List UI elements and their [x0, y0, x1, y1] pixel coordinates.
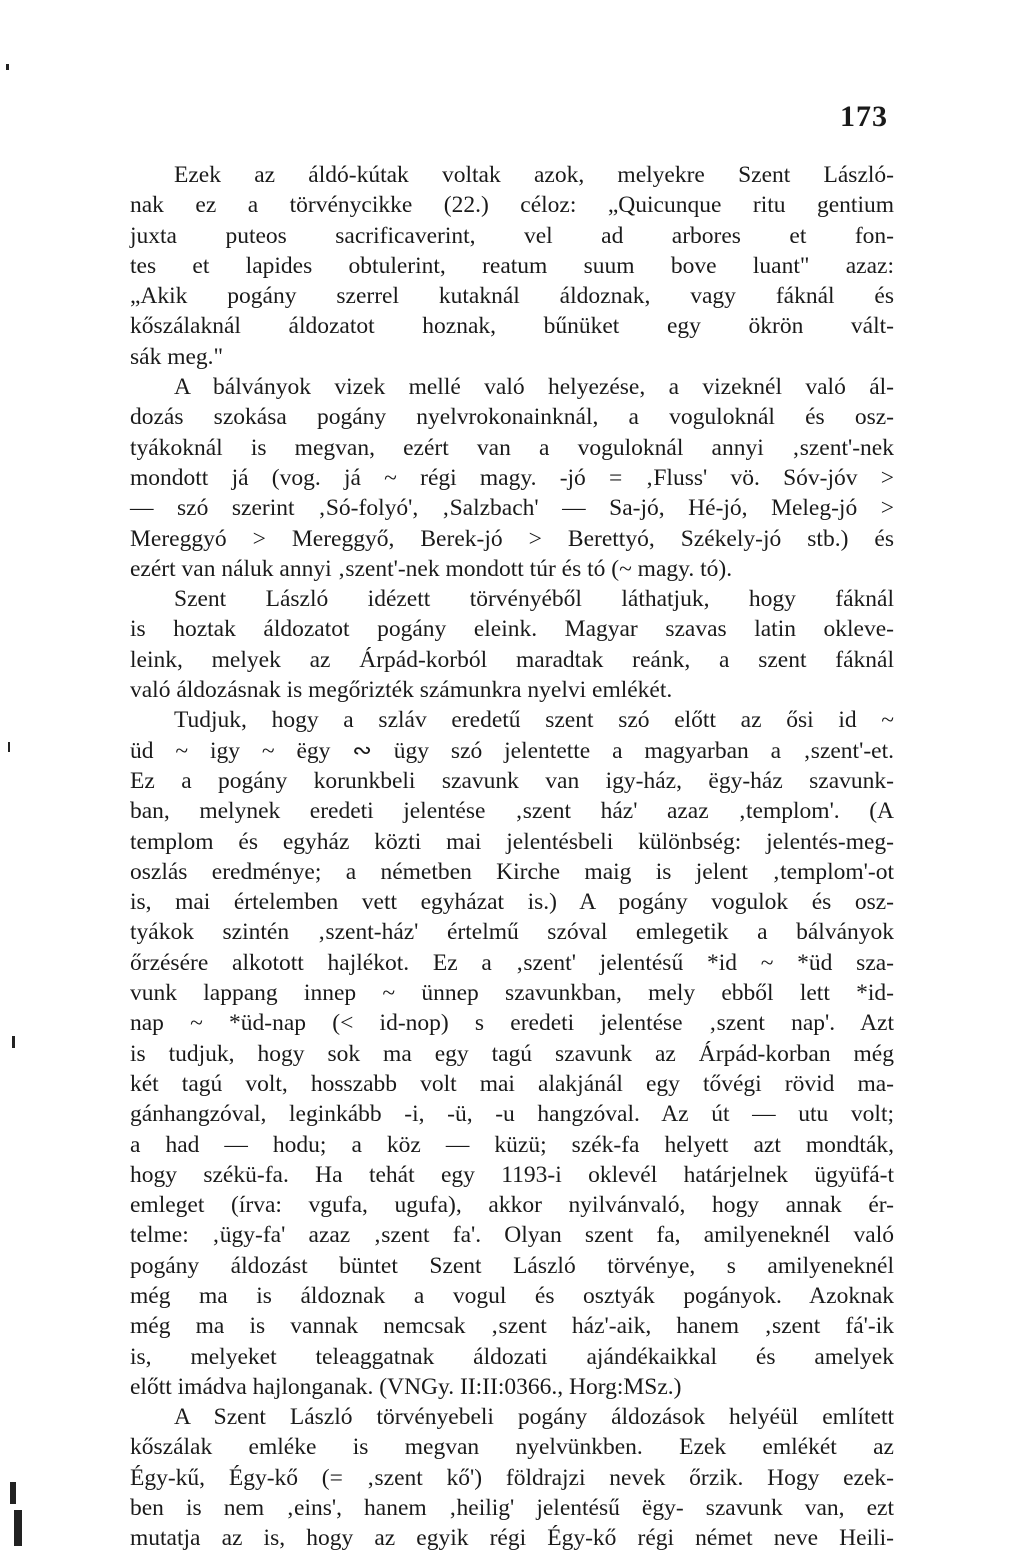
text-line: oszlás eredménye; a németben Kirche maig is jelent ‚templom'-ot	[130, 858, 894, 885]
text-line: Szent László idézett törvényéből láthatjuk, hogy fáknál	[174, 586, 894, 613]
text-line: mondott já (vog. já ~ régi magy. -jó = ‚Fluss' vö. Sóv-jóv >	[130, 464, 894, 491]
text-line: leink, melyek az Árpád-korból maradtak reánk, a szent fáknál	[130, 646, 894, 673]
scan-edge-mark	[6, 64, 9, 70]
text-line: való áldozásnak is megőrizték számunkra nyelvi emlékét.	[130, 677, 673, 704]
text-line: a had — hodu; a köz — küzü; szék-fa helyett azt mondták,	[130, 1131, 894, 1158]
text-line: juxta puteos sacrificaverint, vel ad arbores et fon-	[130, 222, 894, 249]
text-line: gánhangzóval, leginkább -i, -ü, -u hangzóval. Az út — utu volt;	[130, 1101, 894, 1128]
text-line: — szó szerint ‚Só-folyó', ‚Salzbach' — Sa-jó, Hé-jó, Meleg-jó >	[130, 495, 894, 522]
text-line: hogy székü-fa. Ha tehát egy 1193-i oklevél határjelnek ügyüfá-t	[130, 1161, 894, 1188]
text-line: nak ez a törvénycikke (22.) céloz: „Quicunque ritu gentium	[130, 192, 894, 219]
text-line: tyákoknál is megvan, ezért van a voguloknál annyi ‚szent'-nek	[130, 434, 894, 461]
body-text	[130, 160, 894, 1554]
text-line: is, melyeket teleaggatnak áldozati ajándékaikkal és amelyek	[130, 1343, 894, 1370]
text-line: Égy-kű, Égy-kő (= ‚szent kő') földrajzi nevek őrzik. Hogy ezek-	[130, 1464, 894, 1491]
text-line: Tudjuk, hogy a szláv eredetű szent szó előtt az ősi id ~	[174, 707, 894, 734]
text-line: ben is nem ‚eins', hanem ‚heilig' jelentésű ëgy- szavunk van, ezt	[130, 1495, 894, 1522]
text-line: még ma is áldoznak a vogul és osztyák pogányok. Azoknak	[130, 1282, 894, 1309]
text-line: sák meg."	[130, 343, 224, 370]
text-line: két tagú volt, hosszabb volt mai alakjánál egy tővégi rövid ma-	[130, 1070, 894, 1097]
page-number: 173	[840, 100, 888, 133]
text-line: ezért van náluk annyi ‚szent'-nek mondott túr és tó (~ magy. tó).	[130, 555, 733, 582]
text-line: Mereggyó > Mereggyő, Berek-jó > Berettyó, Székely-jó stb.) és	[130, 525, 894, 552]
text-line: „Akik pogány szerrel kutaknál áldoznak, vagy fáknál és	[130, 283, 894, 310]
scan-edge-mark	[10, 1482, 16, 1504]
text-line: nap ~ *üd-nap (< id-nop) s eredeti jelentése ‚szent nap'. Azt	[130, 1010, 894, 1037]
text-line: őrzésére alkotott hajlékot. Ez a ‚szent' jelentésű *id ~ *üd sza-	[130, 949, 894, 976]
text-line: pogány áldozást büntet Szent László törvénye, s amilyeneknél	[130, 1252, 894, 1279]
text-line: dozás szokása pogány nyelvrokonainknál, a voguloknál és osz-	[130, 404, 894, 431]
text-line: mutatja az is, hogy az egyik régi Égy-kő régi német neve Heili-	[130, 1525, 894, 1552]
text-line: is, mai értelemben vett egyházat is.) A pogány vogulok és osz-	[130, 889, 894, 916]
text-line: vunk lappang innep ~ ünnep szavunkban, mely ebből lett *id-	[130, 980, 894, 1007]
text-line: is tudjuk, hogy sok ma egy tagú szavunk az Árpád-korban még	[130, 1040, 894, 1067]
text-line: kőszálak emléke is megvan nyelvünkben. Ezek emlékét az	[130, 1434, 894, 1461]
text-line: tyákok szintén ‚szent-ház' értelmű szóval emlegetik a bálványok	[130, 919, 894, 946]
text-line: előtt imádva hajlonganak. (VNGy. II:II:0366., Horg:MSz.)	[130, 1373, 682, 1400]
text-line: még ma is vannak nemcsak ‚szent ház'-aik, hanem ‚szent fá'-ik	[130, 1313, 894, 1340]
text-line: A Szent László törvényebeli pogány áldozások helyéül említett	[174, 1404, 894, 1431]
text-line: telme: ‚ügy-fa' azaz ‚szent fa'. Olyan szent fa, amilyeneknél való	[130, 1222, 894, 1249]
text-line: templom és egyház közti mai jelentésbeli különbség: jelentés-meg-	[130, 828, 894, 855]
scan-edge-mark	[12, 1036, 15, 1048]
scan-edge-mark	[8, 742, 10, 752]
text-line: üd ~ igy ~ ëgy ∾ ügy szó jelentette a magyarban a ‚szent'-et.	[130, 737, 894, 764]
text-line: ban, melynek eredeti jelentése ‚szent ház' azaz ‚templom'. (A	[130, 798, 894, 825]
scan-edge-mark	[14, 1510, 22, 1546]
text-line: is hoztak áldozatot pogány eleink. Magyar szavas latin okleve-	[130, 616, 894, 643]
text-line: emleget (írva: vgufa, ugufa), akkor nyilvánvaló, hogy annak ér-	[130, 1192, 894, 1219]
text-line: kőszálaknál áldozatot hoznak, bűnüket egy ökrön vált-	[130, 313, 894, 340]
text-line: A bálványok vizek mellé való helyezése, a vizeknél való ál-	[174, 374, 894, 401]
text-line: Ezek az áldó-kútak voltak azok, melyekre Szent László-	[174, 162, 894, 188]
text-line: tes et lapides obtulerint, reatum suum bove luant" azaz:	[130, 252, 894, 279]
text-line: Ez a pogány korunkbeli szavunk van igy-ház, ëgy-ház szavunk-	[130, 767, 894, 794]
